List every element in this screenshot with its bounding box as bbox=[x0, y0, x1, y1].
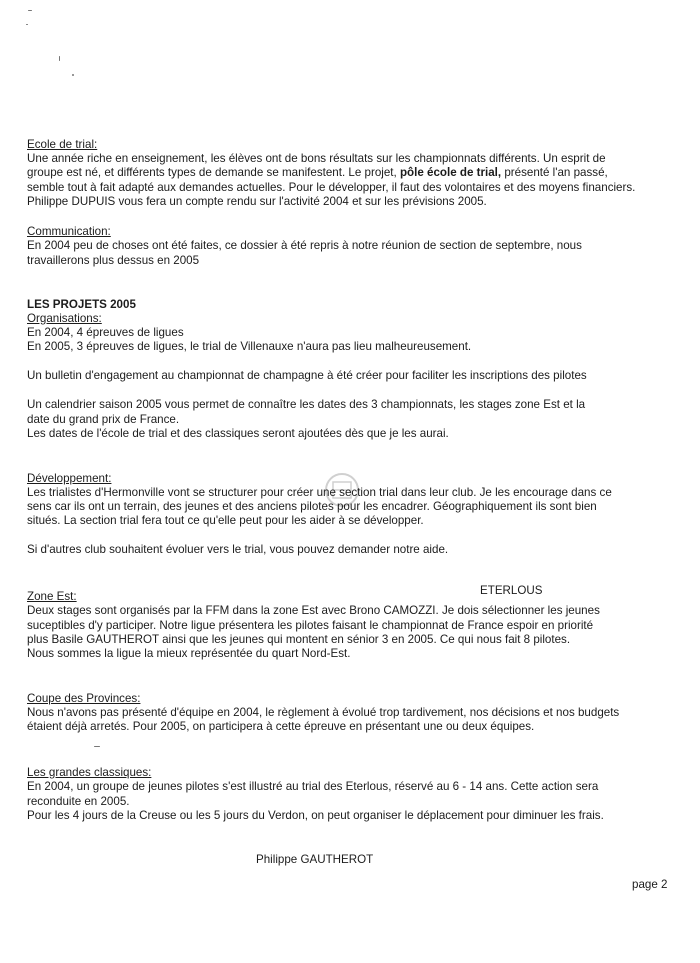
zone-est-line-4: Nous sommes la ligue la mieux représentée du quart Nord-Est. bbox=[27, 647, 351, 660]
signature: Philippe GAUTHEROT bbox=[256, 853, 374, 866]
ecole-line-3: semble tout à fait adapté aux demandes actuelles. Pour le développer, il faut des volontaires et des moyens financiers. bbox=[27, 181, 636, 194]
ecole-line-2 bbox=[27, 166, 608, 180]
developpement-line-1: Les trialistes d'Hermonville vont se structurer pour créer une section trial dans leur club. Je les encourage dans ce bbox=[27, 486, 612, 499]
organisations-line-5: date du grand prix de France. bbox=[27, 413, 180, 426]
developpement-line-4: Si d'autres club souhaitent évoluer vers le trial, vous pouvez demander notre aide. bbox=[27, 543, 449, 556]
organisations-heading: Organisations: bbox=[27, 312, 102, 325]
organisations-line-3: Un bulletin d'engagement au championnat de champagne à été créer pour faciliter les inscriptions des pilotes bbox=[27, 369, 587, 382]
communication-line-2: travaillerons plus dessus en 2005 bbox=[27, 254, 200, 267]
page-number: page 2 bbox=[632, 878, 668, 891]
classiques-line-2: reconduite en 2005. bbox=[27, 795, 130, 808]
zone-est-line-3: plus Basile GAUTHEROT ainsi que les jeunes qui montent en sénior 3 en 2005. Ce qui nous fait 8 pilotes. bbox=[27, 633, 571, 646]
ecole-line-2-start: groupe est né, et différents types de demande se manifestent. Le projet, bbox=[27, 166, 400, 179]
developpement-line-2: sens car ils ont un terrain, des jeunes et des anciens pilotes pour les encadrer. Géographiquement ils sont bien bbox=[27, 500, 597, 513]
coupe-heading: Coupe des Provinces: bbox=[27, 692, 141, 705]
communication-heading: Communication: bbox=[27, 225, 111, 238]
classiques-line-1: En 2004, un groupe de jeunes pilotes s'est illustré au trial des Eterlous, réservé au 6 - 14 ans. Cette action sera bbox=[27, 780, 599, 793]
zone-est-line-2: suceptibles d'y participer. Notre ligue présentera les pilotes faisant le championnat de France espoir en priorité bbox=[27, 619, 594, 632]
organisations-line-2: En 2005, 3 épreuves de ligues, le trial de Villenauxe n'aura pas lieu malheureusement. bbox=[27, 340, 472, 353]
organisations-line-1: En 2004, 4 épreuves de ligues bbox=[27, 326, 184, 339]
coupe-line-2: étaient déjà arretés. Pour 2005, on participera à cette épreuve en présentant une ou deux équipes. bbox=[27, 720, 535, 733]
organisations-line-6: Les dates de l'école de trial et des classiques seront ajoutées dès que je les aurai. bbox=[27, 427, 449, 440]
developpement-line-3: situés. La section trial fera tout ce qu'elle peut pour les aider à se développer. bbox=[27, 514, 424, 527]
pole-ecole-emphasis: pôle école de trial, bbox=[399, 166, 502, 179]
classiques-line-3: Pour les 4 jours de la Creuse ou les 5 jours du Verdon, on peut organiser le déplacement pour diminuer les frais. bbox=[27, 809, 604, 822]
ecole-line-1: Une année riche en enseignement, les élèves ont de bons résultats sur les championnats différents. Un esprit de bbox=[27, 152, 606, 165]
zone-est-heading: Zone Est: bbox=[27, 590, 77, 603]
classiques-heading: Les grandes classiques: bbox=[27, 766, 152, 779]
watermark-stamp-icon bbox=[322, 470, 362, 510]
eterlous-label: ETERLOUS bbox=[480, 584, 543, 597]
ecole-line-2-end: présenté l'an passé, bbox=[501, 166, 608, 179]
organisations-line-4: Un calendrier saison 2005 vous permet de connaître les dates des 3 championnats, les stages zone Est et la bbox=[27, 398, 586, 411]
ecole-heading: Ecole de trial: bbox=[27, 138, 98, 151]
ecole-line-4: Philippe DUPUIS vous fera un compte rendu sur l'activité 2004 et sur les prévisions 2005. bbox=[27, 195, 487, 208]
zone-est-line-1: Deux stages sont organisés par la FFM dans la zone Est avec Brono CAMOZZI. Je dois sélectionner les jeunes bbox=[27, 604, 600, 617]
projets-title: LES PROJETS 2005 bbox=[27, 298, 136, 311]
developpement-heading: Développement: bbox=[27, 472, 112, 485]
communication-line-1: En 2004 peu de choses ont été faites, ce dossier à été repris à notre réunion de section de septembre, nous bbox=[27, 239, 582, 252]
coupe-line-1: Nous n'avons pas présenté d'équipe en 2004, le règlement à évolué trop tardivement, nos décisions et nos budgets bbox=[27, 706, 620, 719]
